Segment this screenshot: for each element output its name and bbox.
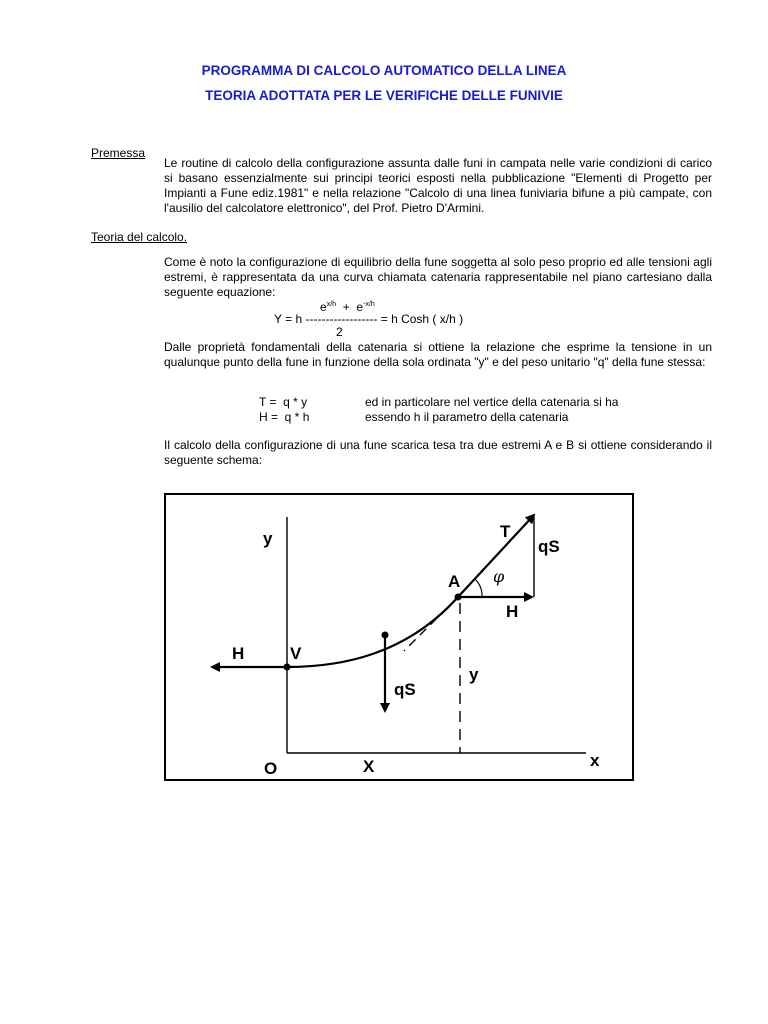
h-formula: H = q * h xyxy=(259,410,310,424)
label-h-right: H xyxy=(506,602,519,621)
label-y-axis: y xyxy=(263,529,273,548)
catenary-diagram-svg xyxy=(166,495,632,779)
premessa-paragraph: Le routine di calcolo della configurazione assunta dalle funi in campata nelle varie condizioni di carico si basano essenzialmente sui principi teorici esposti nella pubblicazione "Elementi di Progetto per Impianti a Fune ediz.1981" e nella relazione "Calcolo di una linea funiviaria bifune a più campate, con l'ausilio del calcolatore elettronico", del Prof. Pietro D'Armini. xyxy=(164,156,712,215)
label-x-dimension: X xyxy=(363,757,375,776)
equation-denominator: 2 xyxy=(336,325,343,339)
t-formula-note: ed in particolare nel vertice della catenaria si ha xyxy=(365,395,619,409)
teoria-paragraph-2: Dalle proprietà fondamentali della catenaria si ottiene la relazione che esprime la tensione in un qualunque punto della fune in funzione della sola ordinata "y" e del peso unitario "q" della fune stessa: xyxy=(164,340,712,369)
t-formula: T = q * y xyxy=(259,395,308,409)
teoria-paragraph-3: Il calcolo della configurazione di una fune scarica tesa tra due estremi A e B si ottiene considerando il seguente schema: xyxy=(164,438,712,467)
catenary-curve xyxy=(287,597,458,667)
label-h-left: H xyxy=(232,644,245,663)
vertex-point xyxy=(284,664,291,671)
label-a: A xyxy=(448,572,461,591)
document-title-line2: TEORIA ADOTTATA PER LE VERIFICHE DELLE FUNIVIE xyxy=(205,88,563,103)
catenary-diagram xyxy=(164,493,634,781)
label-x-axis: x xyxy=(590,751,600,770)
label-y-dimension: y xyxy=(469,665,479,684)
document-title-line1: PROGRAMMA DI CALCOLO AUTOMATICO DELLA LINEA xyxy=(201,63,567,78)
label-v: V xyxy=(290,644,302,663)
label-origin: O xyxy=(264,759,278,778)
label-qs-weight: qS xyxy=(394,680,416,699)
h-formula-note: essendo h il parametro della catenaria xyxy=(365,410,569,424)
phi-arc xyxy=(475,579,482,597)
label-t: T xyxy=(500,522,511,541)
label-phi: φ xyxy=(493,567,505,586)
premessa-heading: Premessa xyxy=(91,146,146,160)
equation-main: Y = h ------------------ = h Cosh ( x/h ) xyxy=(274,312,464,326)
teoria-paragraph-1: Come è noto la configurazione di equilibrio della fune soggetta al solo peso proprio ed alle tensioni agli estremi, è rappresentata da una curva chiamata catenaria rappresentabile nel piano cartesiano dalla seguente equazione: xyxy=(164,255,712,299)
teoria-heading: Teoria del calcolo. xyxy=(91,230,188,244)
equation-numerator: $e^{x/h} + e^{-x/h}$ xyxy=(320,300,375,314)
label-qs-top: qS xyxy=(538,537,560,556)
